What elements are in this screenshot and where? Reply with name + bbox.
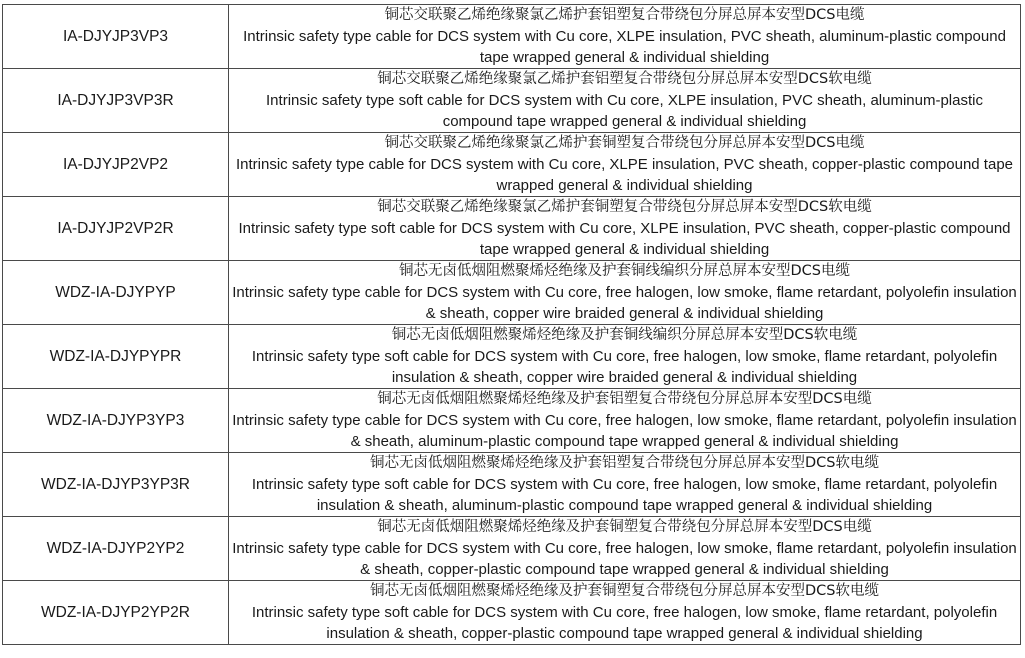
description-cell [229,197,1021,261]
description-chinese: 铜芯无卤低烟阻燃聚烯烃绝缘及护套铝塑复合带绕包分屏总屏本安型DCS电缆 [377,391,872,407]
description-chinese: 铜芯无卤低烟阻燃聚烯烃绝缘及护套铜线编织分屏总屏本安型DCS电缆 [399,263,850,279]
table-row [3,133,1021,197]
model-cell: WDZ-IA-DJYP2YP2 [3,517,229,581]
description-cell [229,69,1021,133]
model-cell: IA-DJYJP3VP3 [3,5,229,69]
table-row [3,69,1021,133]
description-cell [229,325,1021,389]
description-chinese: 铜芯无卤低烟阻燃聚烯烃绝缘及护套铜塑复合带绕包分屏总屏本安型DCS软电缆 [370,583,879,599]
model-cell: WDZ-IA-DJYP3YP3 [3,389,229,453]
table-row [3,5,1021,69]
table-row [3,581,1021,645]
description-english: Intrinsic safety type cable for DCS system with Cu core, free halogen, low smoke, flame retardant, polyolefin insulation & sheath, copper wire braided general & individual shielding [232,284,1017,322]
model-cell: IA-DJYJP2VP2 [3,133,229,197]
description-english: Intrinsic safety type soft cable for DCS system with Cu core, free halogen, low smoke, flame retardant, polyolefin insulation & sheath, aluminum-plastic compound tape wrapped general & individual shielding [251,476,998,514]
table-row [3,261,1021,325]
table-row [3,389,1021,453]
description-chinese: 铜芯无卤低烟阻燃聚烯烃绝缘及护套铜线编织分屏总屏本安型DCS软电缆 [391,327,858,343]
description-cell [229,453,1021,517]
description-chinese: 铜芯交联聚乙烯绝缘聚氯乙烯护套铜塑复合带绕包分屏总屏本安型DCS软电缆 [377,199,872,215]
description-english: Intrinsic safety type cable for DCS system with Cu core, XLPE insulation, PVC sheath, aluminum-plastic compound tape wrapped general & individual shielding [243,28,1006,66]
model-cell: WDZ-IA-DJYP3YP3R [3,453,229,517]
table-row [3,197,1021,261]
model-cell: IA-DJYJP2VP2R [3,197,229,261]
description-english: Intrinsic safety type soft cable for DCS system with Cu core, free halogen, low smoke, flame retardant, polyolefin insulation & sheath, copper-plastic compound tape wrapped general & individual shielding [251,604,998,642]
description-english: Intrinsic safety type cable for DCS system with Cu core, free halogen, low smoke, flame retardant, polyolefin insulation & sheath, copper-plastic compound tape wrapped general & individual shielding [232,540,1017,578]
description-cell [229,389,1021,453]
description-chinese: 铜芯交联聚乙烯绝缘聚氯乙烯护套铜塑复合带绕包分屏总屏本安型DCS电缆 [384,135,865,151]
table-row [3,517,1021,581]
model-cell: IA-DJYJP3VP3R [3,69,229,133]
description-chinese: 铜芯无卤低烟阻燃聚烯烃绝缘及护套铝塑复合带绕包分屏总屏本安型DCS软电缆 [370,455,879,471]
cable-spec-table [2,4,1021,645]
description-english: Intrinsic safety type cable for DCS system with Cu core, XLPE insulation, PVC sheath, copper-plastic compound tape wrapped general & individual shielding [235,156,1014,194]
model-cell: WDZ-IA-DJYPYP [3,261,229,325]
description-cell [229,517,1021,581]
description-english: Intrinsic safety type cable for DCS system with Cu core, free halogen, low smoke, flame retardant, polyolefin insulation & sheath, aluminum-plastic compound tape wrapped general & individual shielding [232,412,1017,450]
model-cell: WDZ-IA-DJYPYPR [3,325,229,389]
description-english: Intrinsic safety type soft cable for DCS system with Cu core, XLPE insulation, PVC sheath, copper-plastic compound tape wrapped general & individual shielding [238,220,1011,258]
description-cell [229,581,1021,645]
description-cell [229,5,1021,69]
description-chinese: 铜芯交联聚乙烯绝缘聚氯乙烯护套铝塑复合带绕包分屏总屏本安型DCS软电缆 [377,71,872,87]
table-row [3,325,1021,389]
description-chinese: 铜芯交联聚乙烯绝缘聚氯乙烯护套铝塑复合带绕包分屏总屏本安型DCS电缆 [384,7,865,23]
description-cell [229,261,1021,325]
table-row [3,453,1021,517]
model-cell: WDZ-IA-DJYP2YP2R [3,581,229,645]
description-english: Intrinsic safety type soft cable for DCS system with Cu core, XLPE insulation, PVC sheath, aluminum-plastic compound tape wrapped general & individual shielding [266,92,983,130]
description-chinese: 铜芯无卤低烟阻燃聚烯烃绝缘及护套铜塑复合带绕包分屏总屏本安型DCS电缆 [377,519,872,535]
description-english: Intrinsic safety type soft cable for DCS system with Cu core, free halogen, low smoke, flame retardant, polyolefin insulation & sheath, copper wire braided general & individual shielding [251,348,998,386]
description-cell [229,133,1021,197]
